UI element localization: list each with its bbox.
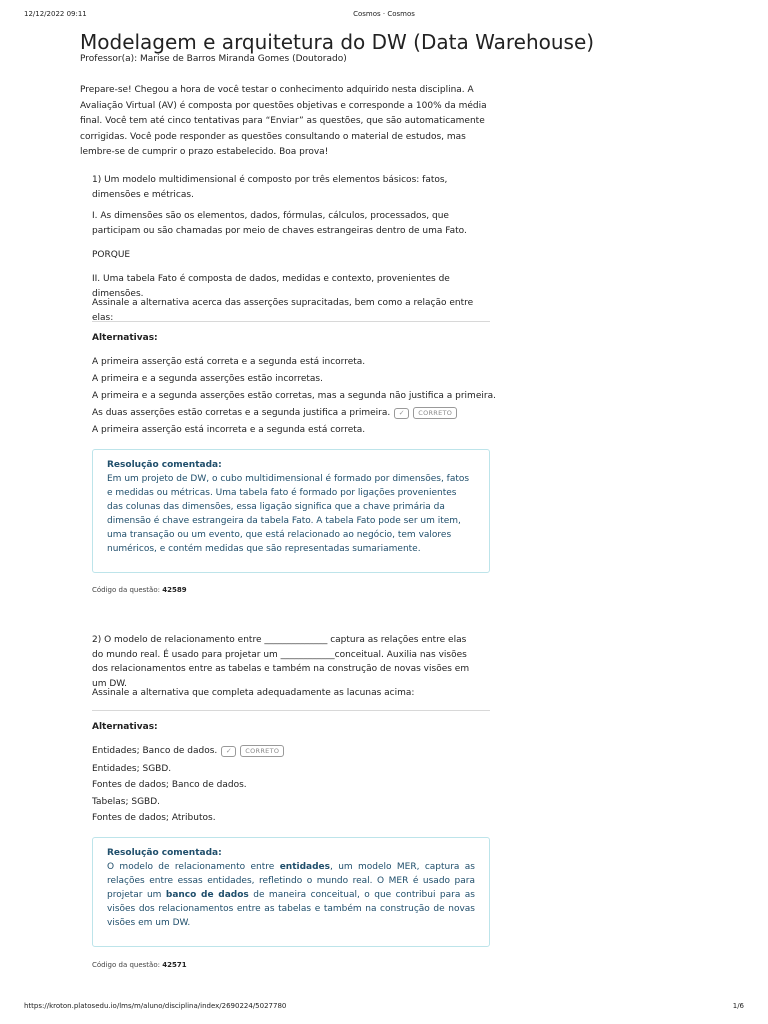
intro-text: Prepare-se! Chegou a hora de você testar o conhecimento adquirido nesta disciplina. A Avaliação Virtual (AV) é composta por questões objetivas e corresponde a 100% da média final. Você tem até cinco tentativas para “Enviar” as questões, que são automaticamente corrigidas. Você pode responder as questões consultando o material de estudos, mas lembre-se de cumprir o prazo estabelecido. Boa prova! [80, 85, 487, 157]
alternative-label: A primeira asserção está correta e a segunda está incorreta. [92, 357, 366, 367]
print-url: https://kroton.platosedu.io/lms/m/aluno/disciplina/index/2690224/5027780 [24, 1002, 287, 1010]
question-code-value: 42571 [162, 961, 187, 969]
resolution-title: Resolução comentada: [107, 848, 222, 858]
alternative-label: A primeira asserção está incorreta e a segunda está correta. [92, 425, 366, 435]
question-code [92, 961, 187, 969]
resolution-title: Resolução comentada: [107, 460, 222, 470]
question-prompt: Assinale a alternativa acerca das asserções supracitadas, bem como a relação entre elas: [92, 298, 474, 323]
alternative-label: Entidades; Banco de dados. [92, 746, 218, 756]
correct-badge: CORRETO [413, 407, 457, 419]
alternative-2[interactable] [92, 764, 171, 774]
resolution-box [92, 837, 490, 947]
question-statement: 1) Um modelo multidimensional é composto por três elementos básicos: fatos, dimensões e métricas. [92, 175, 448, 200]
alternative-label: Entidades; SGBD. [92, 764, 172, 774]
resolution-text: Em um projeto de DW, o cubo multidimensional é formado por dimensões, fatos e medidas ou métricas. Uma tabela fato é formado por ligações provenientes das colunas das dimensões, essa ligação significa que a chave primária da dimensão é chave estrangeira da tabela Fato. A tabela Fato pode ser um item, uma transação ou um evento, que está relacionado ao negócio, tem valores numéricos, e contém medidas que são representadas sumariamente. [107, 474, 470, 554]
question-code-label: Código da questão: [92, 586, 160, 594]
alternative-label: A primeira e a segunda asserções estão incorretas. [92, 374, 323, 384]
assertion-1: I. As dimensões são os elementos, dados, fórmulas, cálculos, processados, que participam ou são chamadas por meio de chaves estrangeiras dentro de uma Fato. [92, 211, 467, 236]
alternative-4-selected[interactable] [92, 407, 457, 419]
alternatives-title: Alternativas: [92, 333, 158, 343]
question-statement: 2) O modelo de relacionamento entre ______________ captura as relações entre elas do mundo real. É usado para projetar um ____________conceitual. Auxilia nas visões dos relacionamentos entre as tabelas e também na construção de novas visões em um DW. [92, 635, 470, 689]
resolution-highlight: banco de dados [165, 890, 249, 900]
checkmark-icon: ✓ [221, 746, 236, 757]
question-1 [92, 173, 496, 594]
alternative-2[interactable] [92, 374, 323, 384]
print-datetime: 12/12/2022 09:11 [24, 10, 87, 18]
alternative-3[interactable] [92, 780, 247, 790]
print-page-number: 1/6 [732, 1002, 744, 1010]
alternative-label: Fontes de dados; Banco de dados. [92, 780, 247, 790]
alternative-label: Tabelas; SGBD. [92, 797, 161, 807]
alternative-label: A primeira e a segunda asserções estão corretas, mas a segunda não justifica a primeira. [92, 391, 496, 401]
assertion-2: II. Uma tabela Fato é composta de dados, medidas e contexto, provenientes de dimensões. [92, 274, 450, 299]
resolution-box [92, 449, 490, 573]
correct-badge: CORRETO [240, 745, 284, 757]
page-title: Modelagem e arquitetura do DW (Data Warehouse) [80, 30, 595, 54]
alternative-5[interactable] [92, 425, 365, 435]
resolution-highlight: entidades [279, 862, 331, 872]
porque-label: PORQUE [92, 250, 131, 260]
alternative-label: Fontes de dados; Atributos. [92, 813, 216, 823]
alternative-5[interactable] [92, 813, 216, 823]
divider [92, 321, 490, 322]
alternative-label: As duas asserções estão corretas e a segunda justifica a primeira. [92, 408, 391, 418]
resolution-text-part: O modelo de relacionamento entre [107, 862, 280, 872]
checkmark-icon: ✓ [394, 408, 409, 419]
alternative-1[interactable] [92, 357, 365, 367]
alternative-4[interactable] [92, 797, 160, 807]
resolution-text [107, 860, 475, 930]
divider [92, 710, 490, 711]
question-code-label: Código da questão: [92, 961, 160, 969]
alternative-3[interactable] [92, 391, 496, 401]
alternative-1-selected[interactable] [92, 745, 284, 757]
question-2 [92, 633, 492, 969]
question-code-value: 42589 [162, 586, 187, 594]
resolution-text-part: de maneira conceitual, o que contribui para as visões dos relacionamentos entre as tabelas e também na construção de novas visões em um DW. [107, 890, 475, 928]
print-page-title: Cosmos · Cosmos [353, 10, 415, 18]
alternatives-title: Alternativas: [92, 722, 158, 732]
question-code [92, 586, 187, 594]
question-prompt: Assinale a alternativa que completa adequadamente as lacunas acima: [92, 688, 415, 698]
resolution-text-part: , um modelo MER, captura as relações entre essas entidades, refletindo o mundo real. O MER é usado para projetar um [107, 862, 475, 900]
professor-name: Professor(a): Marise de Barros Miranda Gomes (Doutorado) [80, 54, 347, 64]
